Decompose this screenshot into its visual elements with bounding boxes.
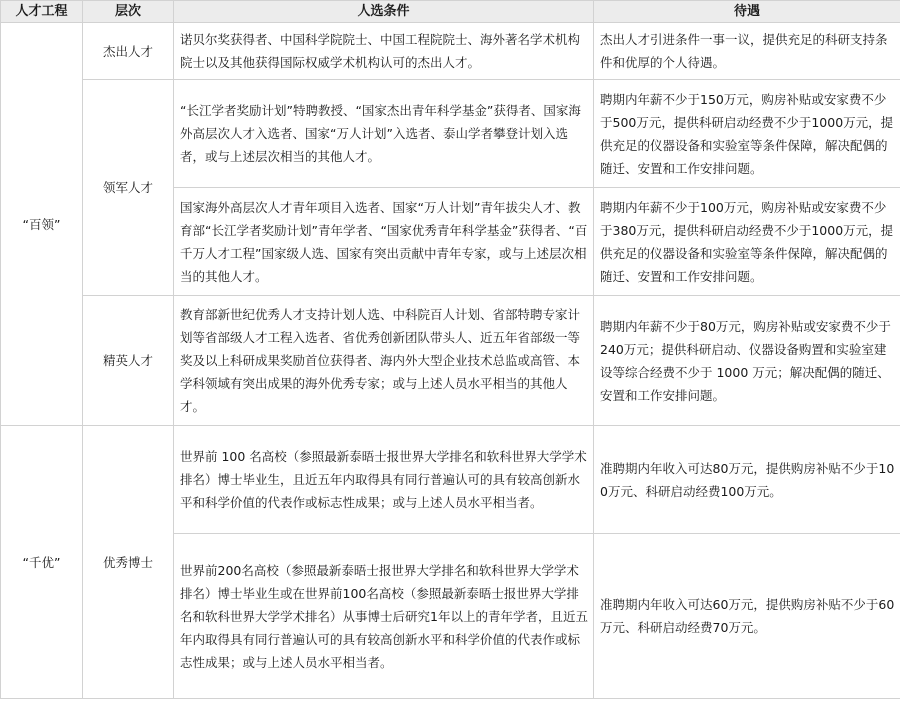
table-row [1,23,900,80]
level-cell-doctor: 优秀博士 [83,426,174,699]
condition-text: 世界前200名高校（参照最新泰晤士报世界大学排名和软科世界大学学术排名）博士毕业生或在世界前100名高校（参照最新泰晤士报世界大学排名和软科世界大学学术排名）从事博士后研究1年以上的青年学者，且近五年内取得具有同行普遍认可的具有较高创新水平和科学价值的代表作或标志性成果；或与上述人员水平相当者。 [180,562,588,670]
treatment-text: 杰出人才引进条件一事一议，提供充足的科研支持条件和优厚的个人待遇。 [600,32,888,70]
treatment-text: 聘期内年薪不少于150万元，购房补贴或安家费不少于500万元，提供科研启动经费不少于1000万元，提供充足的仪器设备和实验室等条件保障，解决配偶的随迁、安置和工作安排问题。 [600,91,894,176]
table-row [1,296,900,426]
treatment-cell [594,426,900,534]
header-level: 层次 [83,1,174,23]
header-row [1,1,900,23]
condition-text: 世界前 100 名高校（参照最新泰晤士报世界大学排名和软科世界大学学术排名）博士毕业生，且近五年内取得具有同行普遍认可的具有较高创新水平和科学价值的代表作或标志性成果；或与上述人员水平相当者。 [180,449,587,510]
header-conditions: 人选条件 [174,1,594,23]
treatment-cell [594,534,900,699]
condition-cell [174,188,594,296]
level-cell-outstanding: 杰出人才 [83,23,174,80]
treatment-cell [594,23,900,80]
condition-text: 国家海外高层次人才青年项目入选者、国家“万人计划”青年拔尖人才、教育部“长江学者奖励计划”青年学者、“国家优秀青年科学基金”获得者、“百千万人才工程”国家级人选、国家有突出贡献中青年专家，或与上述层次相当的其他人才。 [180,199,588,284]
condition-cell [174,296,594,426]
table-row [1,426,900,534]
program-cell-bailing: “百领” [1,23,83,426]
condition-text: 诺贝尔奖获得者、中国科学院院士、中国工程院院士、海外著名学术机构院士以及其他获得国际权威学术机构认可的杰出人才。 [180,32,581,70]
condition-text: “长江学者奖励计划”特聘教授、“国家杰出青年科学基金”获得者、国家海外高层次人才入选者、国家“万人计划”入选者、泰山学者攀登计划入选者，或与上述层次相当的其他人才。 [180,103,581,164]
level-cell-leading: 领军人才 [83,80,174,296]
condition-cell [174,426,594,534]
treatment-text: 准聘期内年收入可达80万元，提供购房补贴不少于100万元、科研启动经费100万元。 [600,460,895,499]
condition-text: 教育部新世纪优秀人才支持计划人选、中科院百人计划、省部特聘专家计划等省部级人才工程入选者、省优秀创新团队带头人、近五年省部级一等奖及以上科研成果奖励首位获得者、海内外大型企业技术总监或高管、本学科领域有突出成果的海外优秀专家；或与上述人员水平相当的其他人才。 [180,307,581,414]
treatment-text: 聘期内年薪不少于100万元，购房补贴或安家费不少于380万元，提供科研启动经费不少于1000万元，提供充足的仪器设备和实验室等条件保障，解决配偶的随迁、安置和工作安排问题。 [600,199,894,284]
program-cell-qianyou: “千优” [1,426,83,699]
treatment-cell [594,80,900,188]
condition-cell [174,534,594,699]
condition-cell [174,23,594,80]
condition-cell [174,80,594,188]
table-row [1,80,900,188]
treatment-text: 聘期内年薪不少于80万元，购房补贴或安家费不少于240万元；提供科研启动、仪器设备购置和实验室建设等综合经费不少于 1000 万元；解决配偶的随迁、安置和工作安排问题。 [600,318,891,403]
treatment-text: 准聘期内年收入可达60万元，提供购房补贴不少于60万元、科研启动经费70万元。 [600,597,895,635]
treatment-cell [594,188,900,296]
treatment-cell [594,296,900,426]
header-treatment: 待遇 [594,1,900,23]
level-cell-elite: 精英人才 [83,296,174,426]
header-program: 人才工程 [1,1,83,23]
